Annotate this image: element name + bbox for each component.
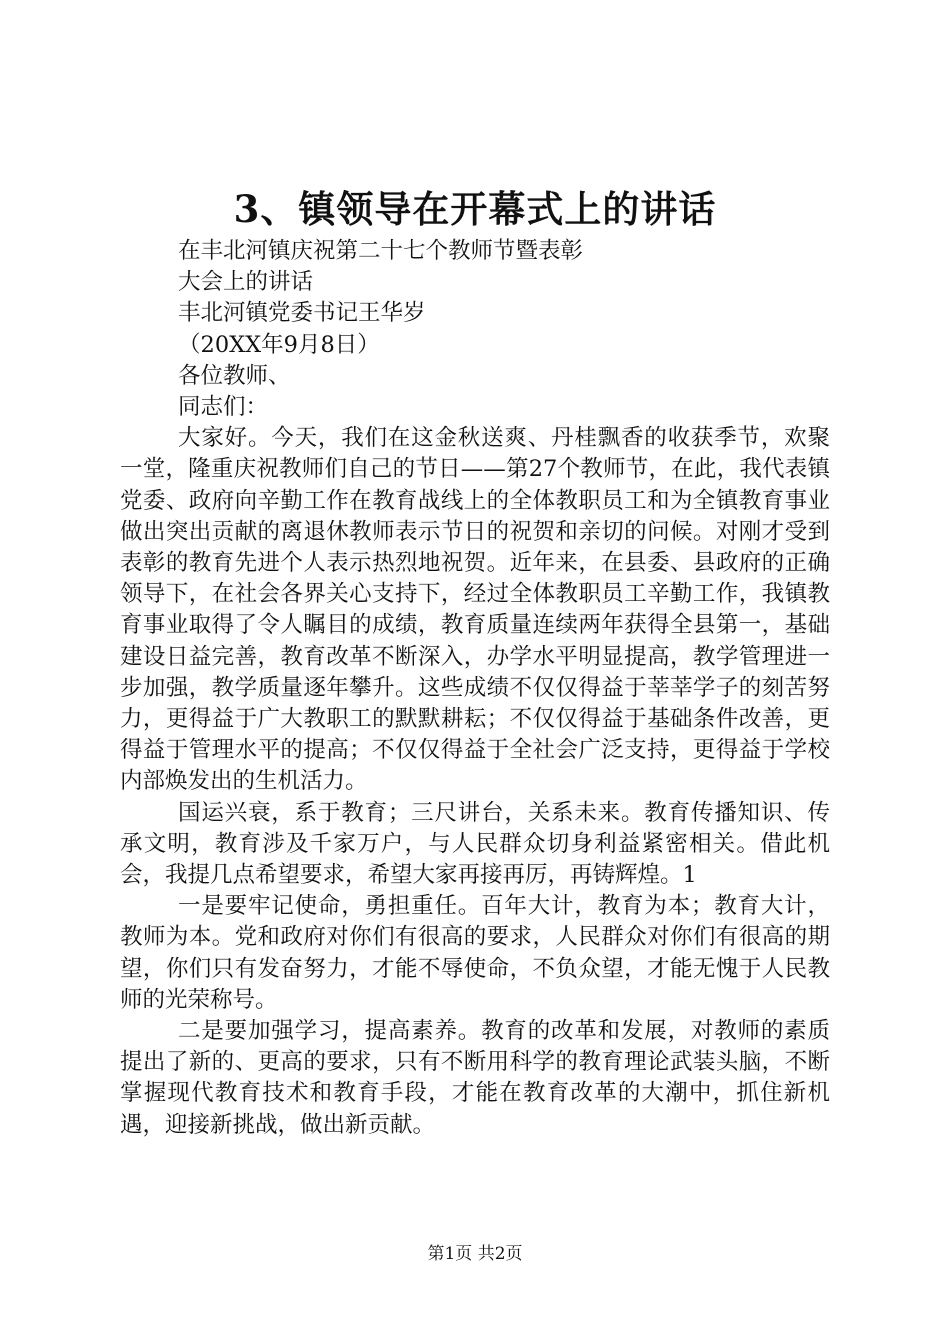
document-body (120, 236, 830, 1141)
header-line-salutation-2: 同志们： (178, 394, 269, 421)
paragraph-2: 国运兴衰，系于教育；三尺讲台，关系未来。教育传播知识、传承文明，教育涉及千家万户，与人民群众切身利益紧密相关。借此机会，我提几点希望要求，希望大家再接再厉，再铸辉煌。1 (120, 799, 830, 889)
paragraph-1: 大家好。今天，我们在这金秋送爽、丹桂飘香的收获季节，欢聚一堂，隆重庆祝教师们自己的节日——第27个教师节，在此，我代表镇党委、政府向辛勤工作在教育战线上的全体教职员工和为全镇教育事业做出突出贡献的离退休教师表示节日的祝贺和亲切的问候。对刚才受到表彰的教育先进个人表示热烈地祝贺。近年来，在县委、县政府的正确领导下，在社会各界关心支持下，经过全体教职员工辛勤工作，我镇教育事业取得了令人瞩目的成绩，教育质量连续两年获得全县第一，基础建设日益完善，教育改革不断深入，办学水平明显提高，教学管理进一步加强，教学质量逐年攀升。这些成绩不仅仅得益于莘莘学子的刻苦努力，更得益于广大教职工的默默耕耘；不仅仅得益于基础条件改善，更得益于管理水平的提高；不仅仅得益于全社会广泛支持，更得益于学校内部焕发出的生机活力。 (120, 425, 830, 795)
page-footer: 第1页 共2页 (427, 1244, 523, 1264)
document-title: 3、镇领导在开幕式上的讲话 (233, 187, 717, 231)
paragraph-4: 二是要加强学习，提高素养。教育的改革和发展，对教师的素质提出了新的、更高的要求，只有不断用科学的教育理论武装头脑，不断掌握现代教育技术和教育手段，才能在教育改革的大潮中，抓住新机遇，迎接新挑战，做出新贡献。 (120, 1018, 830, 1138)
header-line-event-cont: 大会上的讲话 (178, 269, 314, 296)
header-line-salutation-1: 各位教师、 (178, 362, 291, 389)
paragraph-3: 一是要牢记使命，勇担重任。百年大计，教育为本；教育大计，教师为本。党和政府对你们有很高的要求，人民群众对你们有很高的期望，你们只有发奋努力，才能不辱使命，不负众望，才能无愧于人民教师的光荣称号。 (120, 893, 830, 1013)
header-line-event: 在丰北河镇庆祝第二十七个教师节暨表彰 (178, 238, 584, 264)
header-line-date: （20XX年9月8日） (178, 331, 380, 358)
header-line-speaker: 丰北河镇党委书记王华岁 (178, 300, 426, 327)
